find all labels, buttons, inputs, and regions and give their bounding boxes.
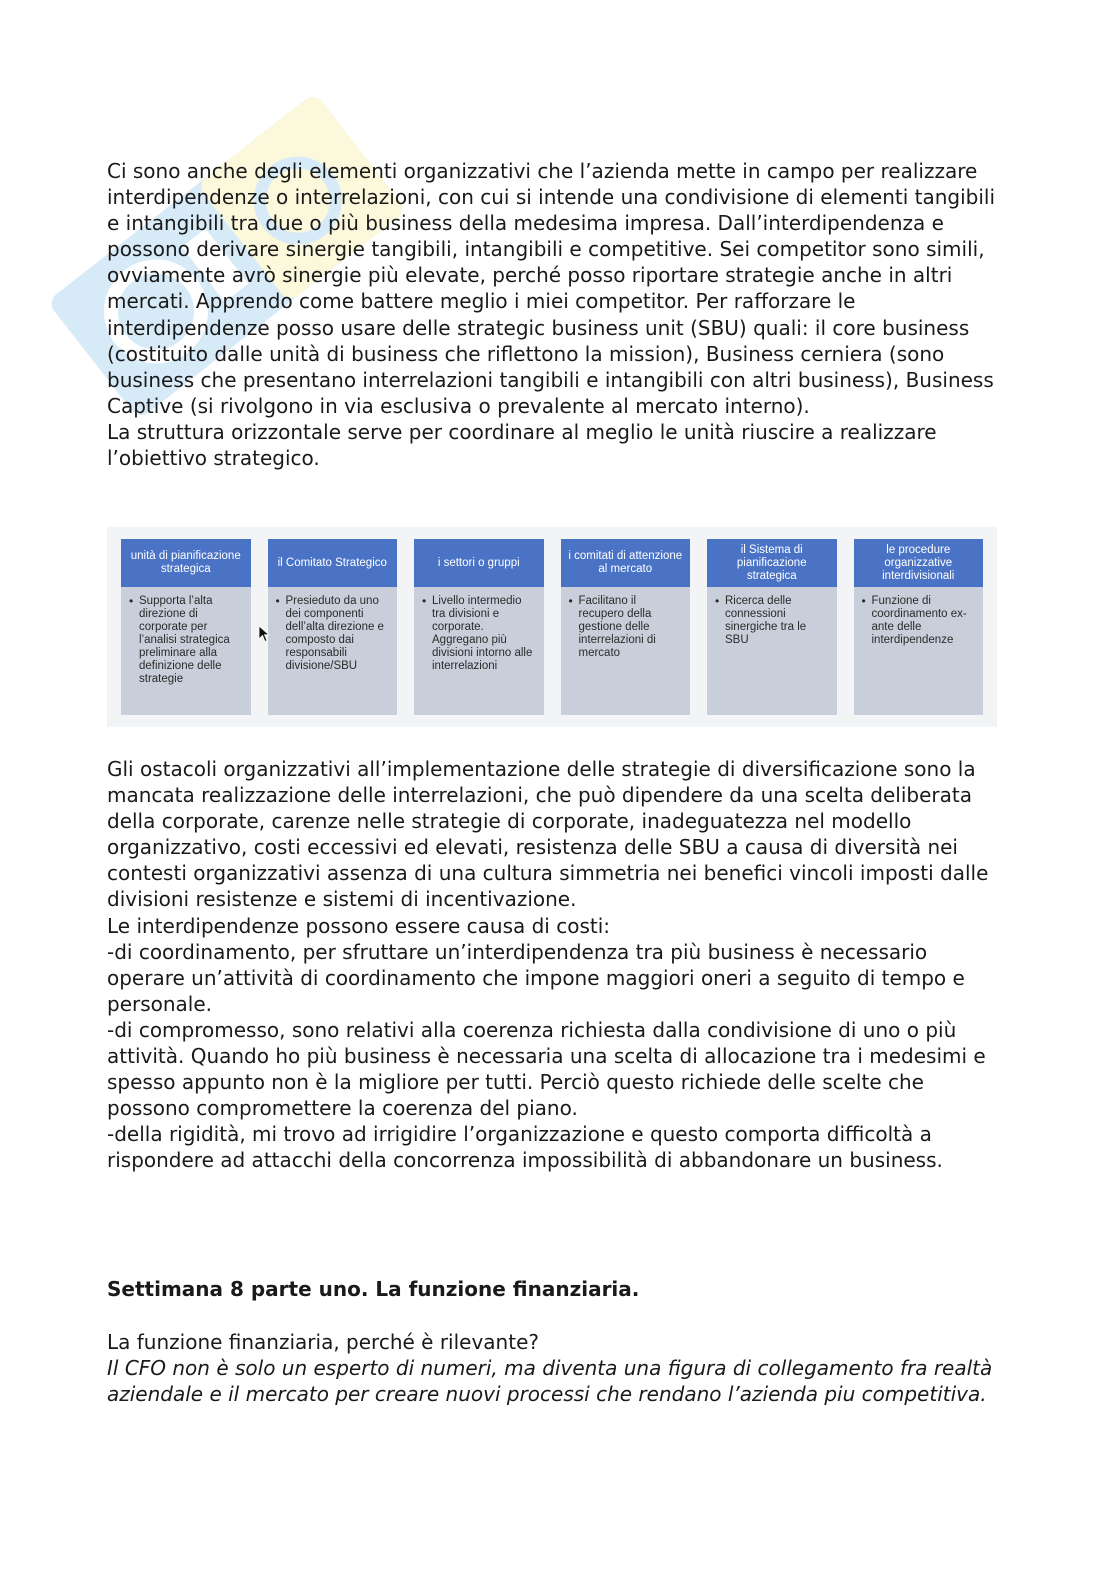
finance-text xyxy=(107,1329,1007,1407)
obstacles-paragraph: Gli ostacoli organizzativi all’implementazione delle strategie di diversificazione sono la mancata realizzazione delle interrelazioni, che può dipendere da una scelta deliberata della corporate, carenze nelle strategie di corporate, inadeguatezza nel modello organizzativo, costi eccessivi ed elevati, resistenza delle SBU a causa di diversità nei contesti organizzativi assenza di una cultura simmetria nei benefici vincoli imposti dalle divisioni resistenze e sistemi di incentivazione. xyxy=(107,757,989,912)
bullet-icon: • xyxy=(861,594,866,608)
card-title: il Comitato Strategico xyxy=(268,539,398,587)
cost-coordination: -di coordinamento, per sfruttare un’interdipendenza tra più business è necessario operare un’attività di coordinamento che impone maggiori oneri a seguito di tempo e personale. xyxy=(107,939,965,1016)
answer-text: Il CFO non è solo un esperto di numeri, ma diventa una figura di collegamento fra realtà aziendale e il mercato per creare nuovi processi che rendano l’azienda piu competitiva. xyxy=(107,1356,993,1407)
diagram-card xyxy=(561,539,691,715)
card-text: Presieduto da uno dei componenti dell’alta direzione e composto dai responsabili divisione/SBU xyxy=(285,595,384,672)
diagram-card xyxy=(121,539,251,715)
bullet-icon: • xyxy=(275,594,280,608)
card-title: le procedure organizzative interdivisionali xyxy=(854,539,984,587)
bullet-icon: • xyxy=(422,594,427,608)
section-heading: Settimana 8 parte uno. La funzione finanziaria. xyxy=(107,1277,640,1301)
card-title: i settori o gruppi xyxy=(414,539,544,587)
cost-compromise: -di compromesso, sono relativi alla coerenza richiesta dalla condivisione di uno o più attività. Quando ho più business è necessaria una scelta di allocazione tra i medesimi e spesso appunto non è la migliore per tutti. Perciò questo richiede delle scelte che possono compromettere la coerenza del piano. xyxy=(107,1017,986,1121)
card-text: Livello intermedio tra divisioni e corporate. Aggregano più divisioni intorno alle interrelazioni xyxy=(432,595,533,672)
card-text: Funzione di coordinamento ex-ante delle interdipendenze xyxy=(871,595,967,646)
card-title: i comitati di attenzione al mercato xyxy=(561,539,691,587)
mouse-cursor-icon xyxy=(258,625,272,643)
cost-rigidity: -della rigidità, mi trovo ad irrigidire l’organizzazione e questo comporta difficoltà a rispondere ad attacchi della concorrenza impossibilità di abbandonare un business. xyxy=(107,1122,943,1173)
diagram-card xyxy=(414,539,544,715)
question-text: La funzione finanziaria, perché è rilevante? xyxy=(107,1330,539,1354)
costs-intro: Le interdipendenze possono essere causa di costi: xyxy=(107,913,610,938)
obstacles-text xyxy=(107,756,1007,1174)
diagram-card xyxy=(707,539,837,715)
intro-paragraph-2: La struttura orizzontale serve per coordinare al meglio le unità riuscire a realizzare l’obiettivo strategico. xyxy=(107,419,937,471)
intro-paragraph-1: Ci sono anche degli elementi organizzativi che l’azienda mette in campo per realizzare interdipendenze o interrelazioni, con cui si intende una condivisione di elementi tangibili e intangibili tra due o più business della medesima impresa. Dall’interdipendenza e possono derivare sinergie tangibili, intangibili e competitive. Sei competitor sono simili, ovviamente avrò sinergie più elevate, perché posso riportare strategie anche in altri mercati. Apprendo come battere meglio i miei competitor. Per rafforzare le interdipendenze posso usare delle strategic business unit (SBU) quali: il core business (costituito dalle unità di business che riflettono la mission), Business cerniera (sono business che presentano interrelazioni tangibili e intangibili con altri business), Business Captive (si rivolgono in via esclusiva o prevalente al mercato interno). xyxy=(107,159,996,418)
card-text: Supporta l’alta direzione di corporate per l’analisi strategica preliminare alla definizione delle strategie xyxy=(139,595,230,685)
card-title: unità di pianificazione strategica xyxy=(121,539,251,587)
card-title: il Sistema di pianificazione strategica xyxy=(707,539,837,587)
horizontal-structure-diagram xyxy=(107,527,997,727)
diagram-card xyxy=(854,539,984,715)
diagram-card xyxy=(268,539,398,715)
card-text: Ricerca delle connessioni sinergiche tra le SBU xyxy=(725,595,807,646)
bullet-icon: • xyxy=(568,594,573,608)
intro-text xyxy=(107,158,1007,471)
card-text: Facilitano il recupero della gestione delle interrelazioni di mercato xyxy=(578,595,656,659)
bullet-icon: • xyxy=(129,594,134,608)
bullet-icon: • xyxy=(715,594,720,608)
